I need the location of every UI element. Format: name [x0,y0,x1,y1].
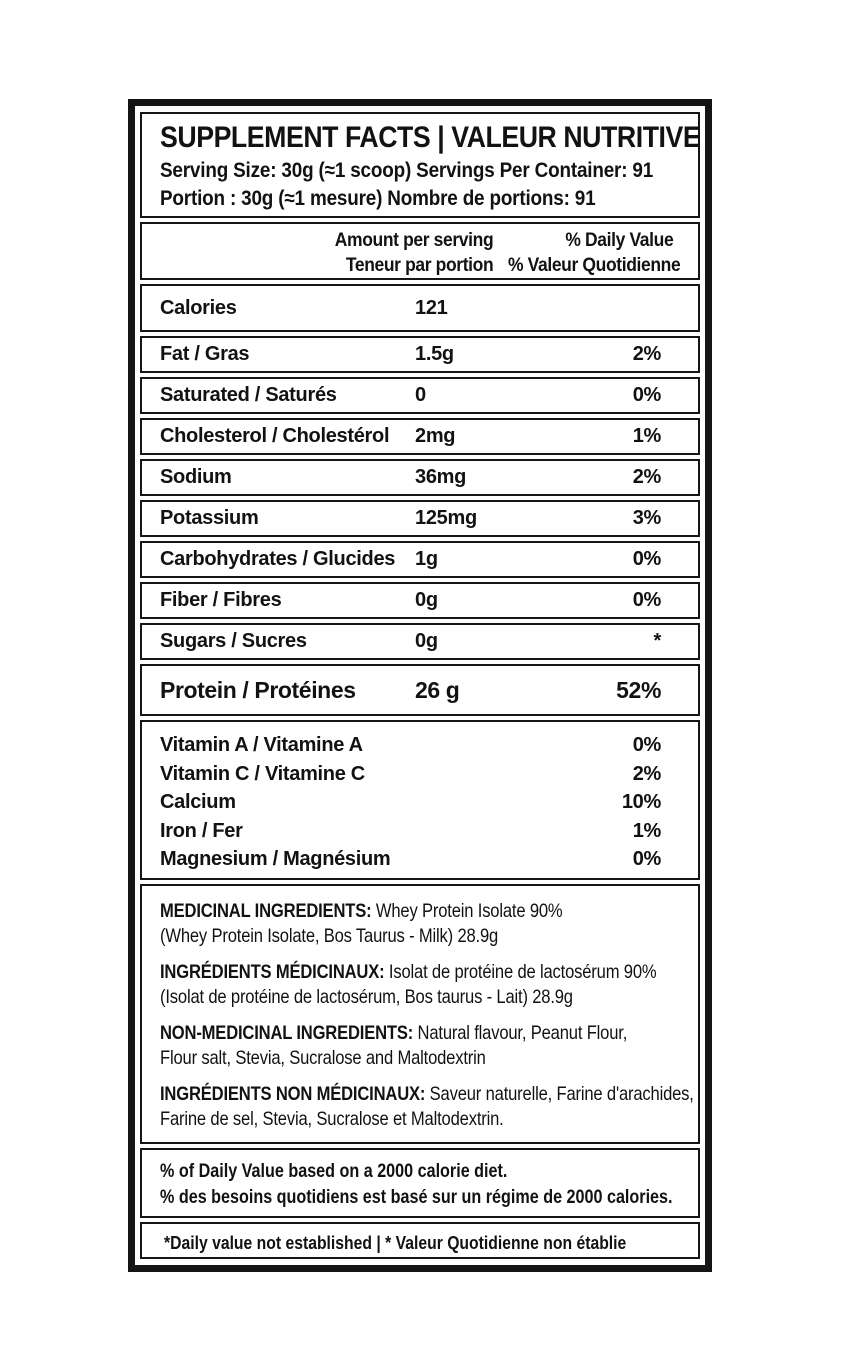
label-title [160,119,701,157]
ingredient-text: Farine de sel, Stevia, Sucralose et Maltodextrin. [160,1108,504,1130]
micronutrient-name: Calcium [160,791,236,813]
daily-value-footnote-fr: % des besoins quotidiens est basé sur un régime de 2000 calories. [160,1187,673,1208]
medicinal-ingredients-fr [160,960,688,1010]
ingredient-text: Saveur naturelle, Farine d'arachides, [425,1083,694,1105]
nutrient-dv: 1% [632,425,661,447]
nutrient-amount: 26 g [415,676,460,703]
ingredients-section [140,884,700,1144]
ingredient-lead: INGRÉDIENTS MÉDICINAUX: [160,961,385,983]
ingredient-text: Natural flavour, Peanut Flour, [413,1022,628,1044]
nutrient-amount: 1g [415,548,438,570]
ingredient-lead: INGRÉDIENTS NON MÉDICINAUX: [160,1083,426,1105]
nutrient-row-cholesterol [140,418,700,455]
nutrient-name: Cholesterol / Cholestérol [160,425,390,447]
column-header-line-en [160,228,673,253]
micronutrient-row-magnesium [160,845,661,874]
micronutrient-dv: 1% [632,819,661,842]
micronutrient-row-iron [160,817,661,846]
medicinal-ingredients-en [160,899,688,949]
nutrient-name: Calories [160,296,237,319]
nutrient-amount: 0g [415,589,438,611]
nutrient-row-saturated [140,377,700,414]
label-header [140,112,700,218]
nutrient-amount: 125mg [415,507,477,529]
label-title-text: SUPPLEMENT FACTS | VALEUR NUTRITIVE [160,121,701,154]
nutrient-amount: 2mg [415,425,456,447]
nutrient-row-calories [140,284,700,332]
micronutrient-row-calcium [160,788,661,817]
non-medicinal-ingredients-en [160,1021,688,1071]
daily-value-footnote-en: % of Daily Value based on a 2000 calorie diet. [160,1161,508,1182]
micronutrient-dv: 0% [632,734,661,756]
column-amount-fr: Teneur par portion [345,255,493,276]
column-amount-en: Amount per serving [334,230,493,251]
column-daily-value-en: % Daily Value [565,230,673,251]
nutrient-amount: 36mg [415,466,467,488]
micronutrient-dv: 10% [621,791,661,813]
nutrient-row-potassium [140,500,700,537]
nutrient-name: Saturated / Saturés [160,384,337,406]
micronutrient-name: Vitamin C / Vitamine C [160,762,365,785]
nutrient-dv: 3% [632,507,661,529]
nutrient-amount: 0g [415,630,438,652]
asterisk-footnote [140,1222,700,1259]
non-medicinal-ingredients-fr [160,1082,694,1132]
column-header-line-fr [160,253,681,278]
nutrient-dv: 0% [632,589,661,611]
ingredient-text: (Whey Protein Isolate, Bos Taurus - Milk) 28.9g [160,925,499,947]
nutrient-row-sodium [140,459,700,496]
nutrient-row-protein [140,664,700,716]
micronutrient-name: Magnesium / Magnésium [160,848,391,870]
serving-size-en: Serving Size: 30g (≈1 scoop) Servings Per Container: 91 [160,159,654,182]
ingredient-text: Whey Protein Isolate 90% [371,900,563,922]
micronutrients-section [140,720,700,880]
nutrient-row-carbohydrates [140,541,700,578]
ingredient-text: Flour salt, Stevia, Sucralose and Maltodextrin [160,1047,486,1069]
nutrient-row-sugars [140,623,700,660]
micronutrient-name: Vitamin A / Vitamine A [160,734,363,756]
nutrient-dv: 2% [632,466,661,488]
micronutrient-row-vitamin-c [160,760,661,789]
column-daily-value-fr: % Valeur Quotidienne [507,255,681,276]
nutrient-dv: * [653,630,661,652]
nutrient-amount: 0 [415,384,426,406]
nutrient-dv: 2% [632,343,661,365]
nutrient-name: Fiber / Fibres [160,589,282,611]
nutrient-row-fat [140,336,700,373]
nutrient-name: Sugars / Sucres [160,630,307,652]
ingredient-text: (Isolat de protéine de lactosérum, Bos taurus - Lait) 28.9g [160,986,573,1008]
ingredient-lead: NON-MEDICINAL INGREDIENTS: [160,1022,414,1044]
nutrient-dv: 0% [632,384,661,406]
ingredient-text: Isolat de protéine de lactosérum 90% [384,961,657,983]
supplement-facts-label [128,99,712,1272]
nutrient-name: Carbohydrates / Glucides [160,548,396,570]
nutrient-dv: 0% [632,548,661,570]
daily-value-footnote [140,1148,700,1218]
serving-size-fr: Portion : 30g (≈1 mesure) Nombre de portions: 91 [160,187,596,210]
micronutrient-dv: 2% [632,762,661,785]
ingredient-lead: MEDICINAL INGREDIENTS: [160,900,372,922]
asterisk-footnote-text: *Daily value not established | * Valeur Quotidienne non établie [164,1231,627,1253]
nutrient-row-fiber [140,582,700,619]
nutrient-amount: 1.5g [415,343,454,365]
micronutrient-name: Iron / Fer [160,819,243,842]
micronutrient-dv: 0% [632,848,661,870]
nutrient-dv: 52% [616,676,661,703]
nutrient-name: Sodium [160,466,232,488]
nutrient-name: Protein / Protéines [160,676,356,703]
nutrient-name: Fat / Gras [160,343,250,365]
column-header [140,222,700,280]
micronutrient-row-vitamin-a [160,731,661,760]
nutrient-name: Potassium [160,507,259,529]
nutrient-amount: 121 [415,296,448,319]
